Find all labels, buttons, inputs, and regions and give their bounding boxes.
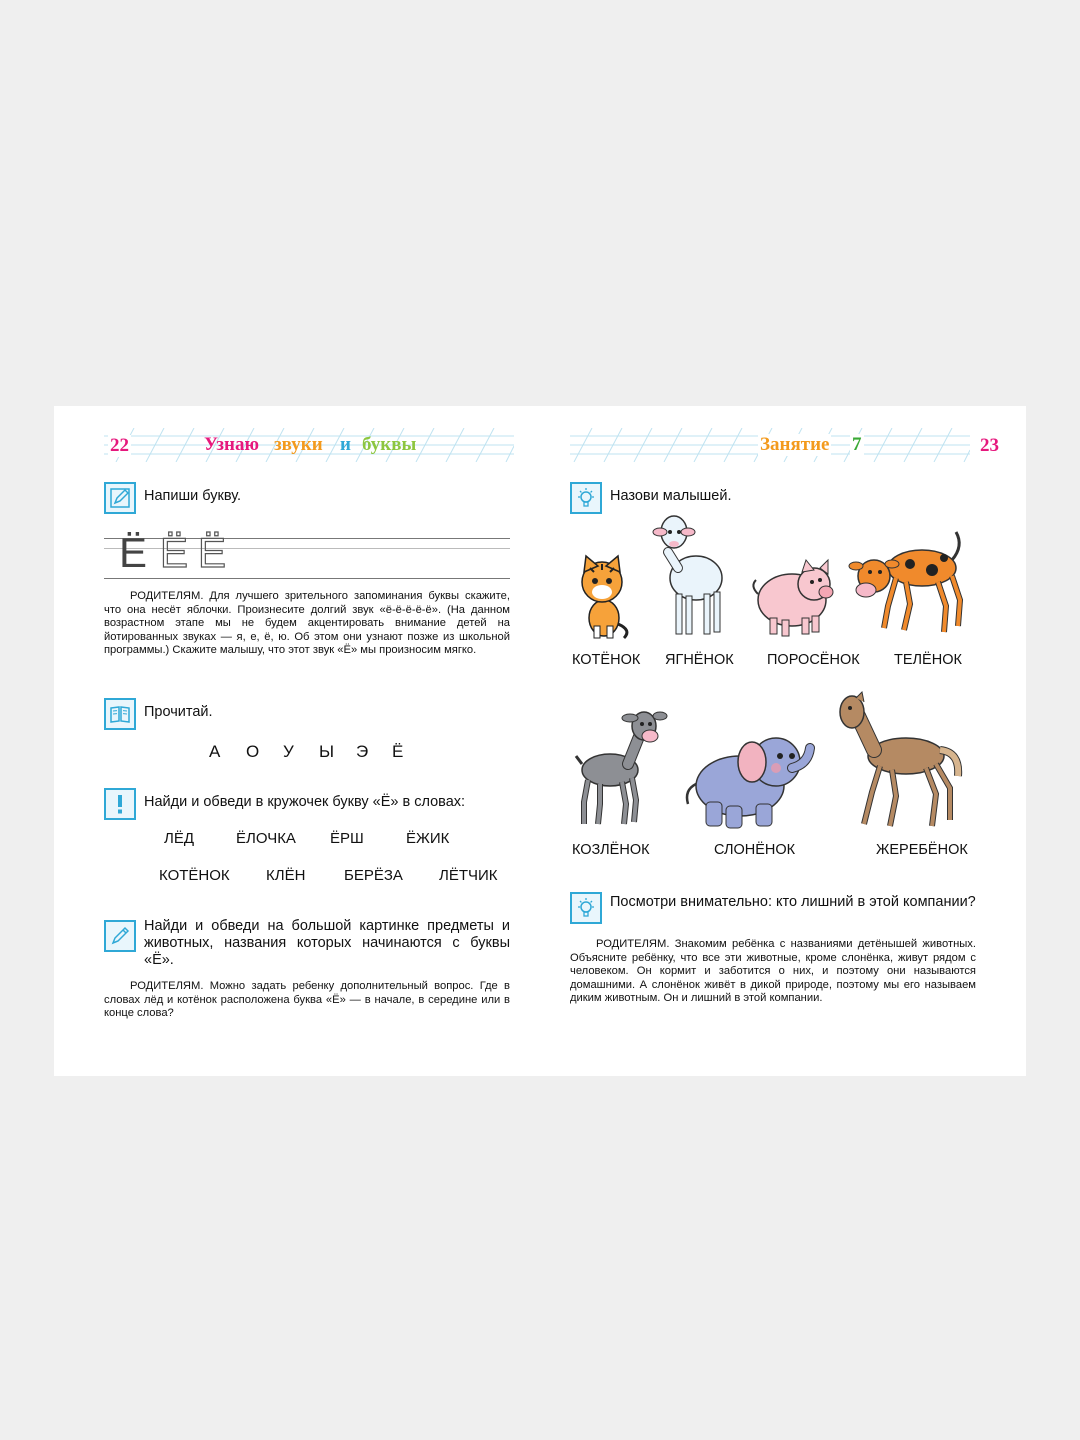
header-word-4: буквы	[362, 434, 417, 455]
task-find-text: Найди и обведи в кружочек букву «Ё» в словах:	[144, 794, 466, 810]
right-page-header	[570, 428, 999, 462]
exclamation-icon	[104, 788, 136, 820]
page-number: 22	[110, 435, 129, 456]
task-read	[104, 698, 514, 730]
kitten-illustration	[574, 554, 634, 640]
parents-note-1: РОДИТЕЛЯМ. Для лучшего зрительного запоминания буквы скажите, что она несёт яблочки. Произнесите долгий звук «ё-ё-ё-ё-ё». (На данном возрастном этапе мы не будем акцентировать внимание детей на йотированных звуках — я, е, ё, ю. Об этом они узнают позже из школьной программы.) Скажите малышу, что этот звук «Ё» мы произносим мягко.	[104, 590, 510, 657]
word-item[interactable]: ЛЁД	[164, 830, 195, 847]
right-page	[540, 406, 1026, 1076]
tracing-area[interactable]	[104, 524, 510, 580]
lesson-title: Занятие	[760, 434, 830, 455]
parents-note-2: РОДИТЕЛЯМ. Можно задать ребенку дополнительный вопрос. Где в словах лёд и котёнок расположена буква «Ё» — в начале, в середине или в конце слова?	[104, 980, 510, 1020]
task-circle	[104, 914, 510, 969]
tracing-letter-solid: Ё	[119, 529, 148, 576]
task-write-text: Напиши букву.	[144, 488, 242, 504]
lightbulb-icon	[570, 482, 602, 514]
book-spread	[54, 406, 1026, 1076]
read-letter: Ё	[392, 742, 404, 761]
caption-elephant-calf: СЛОНЁНОК	[714, 842, 796, 858]
word-item[interactable]: ЁЛОЧКА	[236, 830, 296, 847]
parents-note-3: РОДИТЕЛЯМ. Знакомим ребёнка с названиями детёнышей животных. Объясните ребёнку, что все эти животные, кроме слонёнка, живут рядом с человеком. Он кормит и заботится о них, и поэтому они называются домашними. А слонёнок живёт в дикой природе, поэтому мы его называем диким животным. Он и лишний в этой компании.	[570, 938, 976, 1005]
lesson-number: 7	[852, 434, 862, 455]
task-look-text: Посмотри внимательно: кто лишний в этой компании?	[610, 894, 976, 910]
task-look	[570, 892, 976, 924]
header-word-1: Узнаю	[204, 434, 259, 455]
task-name-text: Назови малышей.	[610, 488, 732, 504]
pencil-icon	[104, 920, 136, 952]
caption-foal: ЖЕРЕБЁНОК	[876, 842, 968, 858]
word-item[interactable]: ЁРШ	[330, 830, 364, 847]
tracing-letter-dashed-1: Ё	[160, 529, 189, 576]
caption-goat-kid: КОЗЛЁНОК	[572, 842, 650, 858]
word-item[interactable]: КОТЁНОК	[159, 867, 230, 884]
read-letter: А	[209, 742, 221, 761]
caption-kitten: КОТЁНОК	[572, 652, 641, 668]
lamb-illustration	[652, 512, 726, 638]
task-name-babies	[570, 482, 990, 514]
read-letters	[209, 742, 439, 766]
goat-kid-illustration	[570, 704, 666, 828]
left-page-header	[104, 428, 514, 462]
word-item[interactable]: ЛЁТЧИК	[439, 867, 498, 884]
header-word-2: звуки	[274, 434, 323, 455]
book-icon	[104, 698, 136, 730]
header-word-3: и	[340, 434, 351, 455]
caption-lamb: ЯГНЁНОК	[665, 652, 734, 668]
elephant-calf-illustration	[680, 728, 816, 830]
read-letter: Э	[356, 742, 369, 761]
caption-piglet: ПОРОСЁНОК	[767, 652, 860, 668]
word-item[interactable]: БЕРЁЗА	[344, 867, 403, 884]
word-item[interactable]: КЛЁН	[266, 867, 306, 884]
caption-calf: ТЕЛЁНОК	[894, 652, 962, 668]
task-circle-text: Найди и обведи на большой картинке предметы и животных, названия которых начинаются с буквы «Ё».	[144, 918, 510, 968]
left-page	[54, 406, 540, 1076]
read-letter: Ы	[319, 742, 335, 761]
read-letter: О	[246, 742, 260, 761]
pencil-icon	[104, 482, 136, 514]
read-letter: У	[283, 742, 294, 761]
calf-illustration	[848, 526, 968, 638]
foal-illustration	[836, 692, 966, 830]
tracing-letter-dashed-2: Ё	[198, 529, 227, 576]
task-find	[104, 788, 514, 820]
task-write	[104, 482, 514, 514]
page-number: 23	[980, 435, 999, 456]
lightbulb-icon	[570, 892, 602, 924]
piglet-illustration	[748, 554, 834, 638]
word-item[interactable]: ЁЖИК	[406, 830, 450, 847]
task-read-text: Прочитай.	[144, 704, 213, 720]
